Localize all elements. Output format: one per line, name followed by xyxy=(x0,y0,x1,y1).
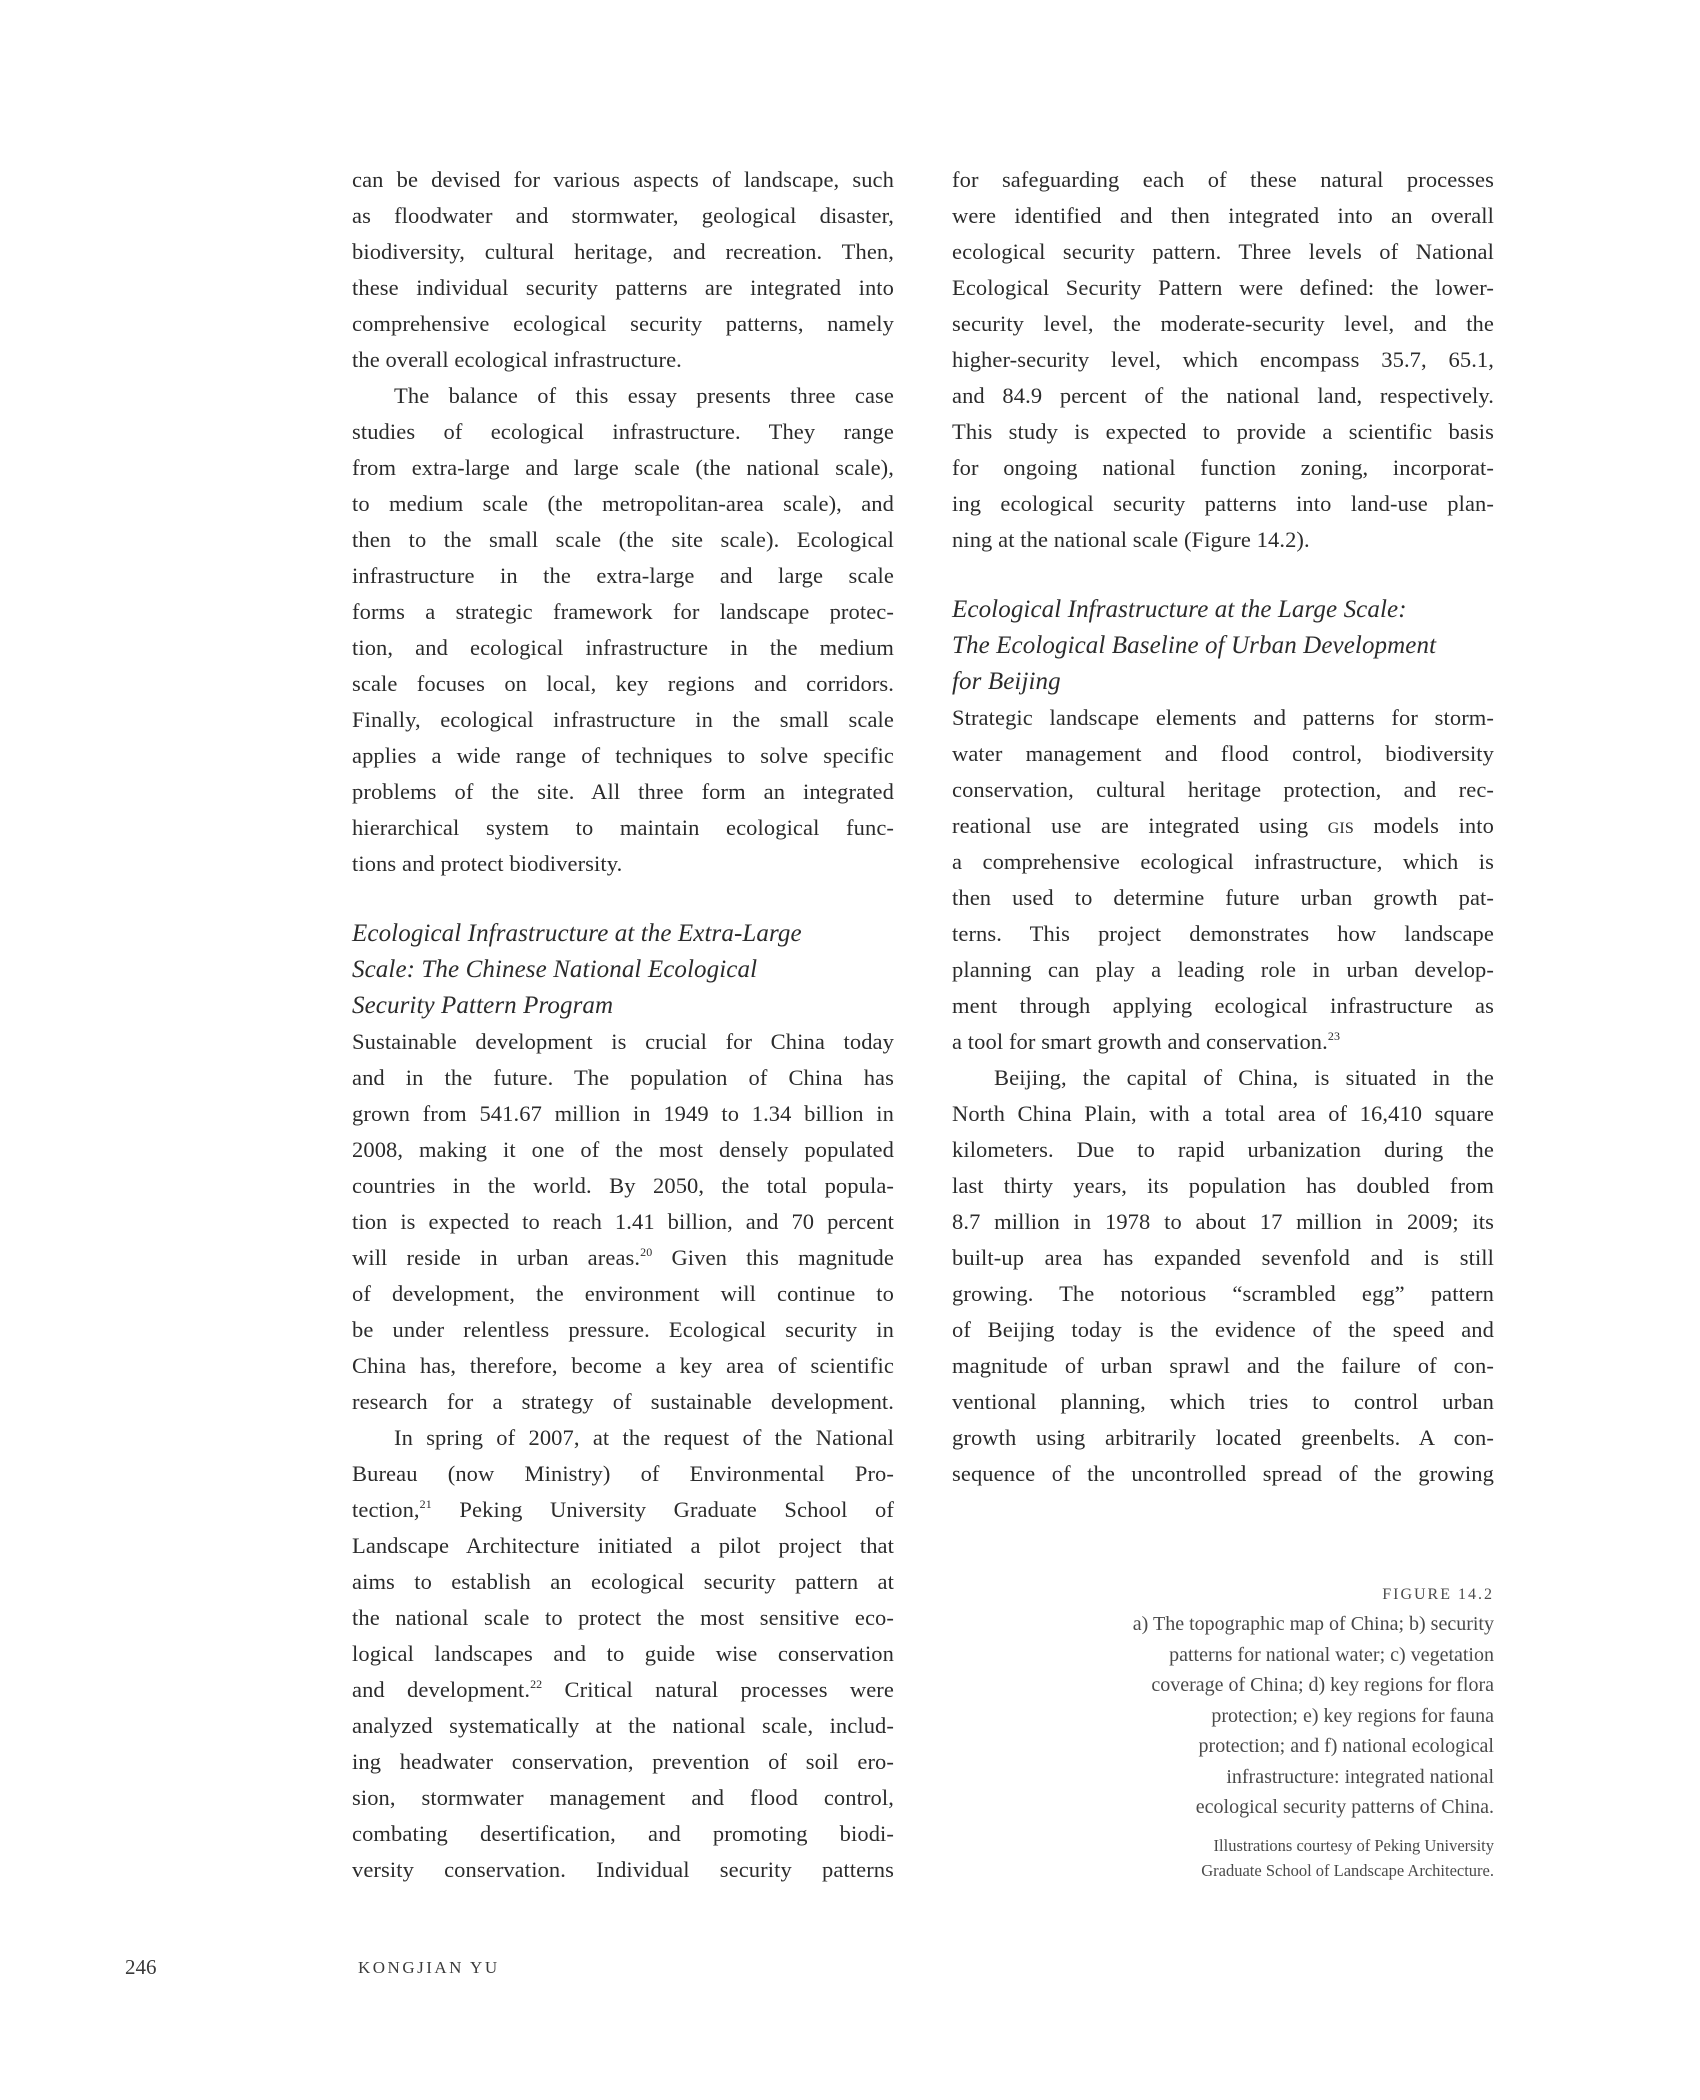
beijing-paragraph xyxy=(952,1060,1494,1492)
sustainable-development-paragraph xyxy=(352,1024,894,1420)
caption-line: coverage of China; d) key regions for flora xyxy=(1151,1674,1494,1696)
text-line xyxy=(952,1024,1494,1060)
text-line: problems of the site. All three form an integrated xyxy=(352,779,894,804)
caption-line: protection; and f) national ecological xyxy=(1198,1735,1494,1757)
text-line: infrastructure in the extra-large and large scale xyxy=(352,563,894,588)
text-line: research for a strategy of sustainable development. xyxy=(352,1389,894,1414)
left-column xyxy=(352,162,894,1888)
text-line: last thirty years, its population has doubled from xyxy=(952,1173,1494,1198)
text-line: higher-security level, which encompass 35.7, 65.1, xyxy=(952,347,1494,372)
footnote-marker-21[interactable]: 21 xyxy=(419,1497,432,1511)
heading-line: Security Pattern Program xyxy=(352,992,614,1019)
text-line xyxy=(352,1240,894,1276)
caption-line: ecological security patterns of China. xyxy=(1195,1796,1494,1818)
text-line: This study is expected to provide a scientific basis xyxy=(952,419,1494,444)
caption-line: patterns for national water; c) vegetation xyxy=(1169,1643,1494,1666)
text-segment: models into xyxy=(1353,813,1494,838)
text-line: water management and flood control, biodiversity xyxy=(952,741,1494,766)
section-gap xyxy=(952,558,1494,592)
text-line: The balance of this essay presents three case xyxy=(394,383,894,408)
text-line: forms a strategic framework for landscape protec- xyxy=(352,599,894,624)
text-line: comprehensive ecological security patterns, namely xyxy=(352,311,894,336)
text-line: for ongoing national function zoning, incorporat- xyxy=(952,455,1494,480)
credit-line: Graduate School of Landscape Architecture. xyxy=(1201,1860,1494,1880)
text-line: of development, the environment will continue to xyxy=(352,1281,894,1306)
text-line: of Beijing today is the evidence of the speed and xyxy=(952,1317,1494,1342)
text-line: magnitude of urban sprawl and the failure of con- xyxy=(952,1353,1494,1378)
text-line: Strategic landscape elements and patterns for storm- xyxy=(952,705,1494,730)
text-line xyxy=(352,1492,894,1528)
text-line: 8.7 million in 1978 to about 17 million in 2009; its xyxy=(952,1209,1494,1234)
text-line: Finally, ecological infrastructure in the small scale xyxy=(352,707,894,732)
text-line: ventional planning, which tries to control urban xyxy=(952,1389,1494,1414)
text-line: then used to determine future urban growth pat- xyxy=(952,885,1494,910)
text-line: as floodwater and stormwater, geological disaster, xyxy=(352,203,894,228)
text-line: studies of ecological infrastructure. They range xyxy=(352,419,894,444)
text-segment: will reside in urban areas. xyxy=(352,1245,641,1270)
text-line: Bureau (now Ministry) of Environmental Pro- xyxy=(352,1461,894,1486)
text-line: these individual security patterns are integrated into xyxy=(352,275,894,300)
text-line: hierarchical system to maintain ecological func- xyxy=(352,815,894,840)
figure-caption xyxy=(1040,1583,1494,1883)
strategic-landscape-paragraph xyxy=(952,700,1494,1060)
heading-line: Ecological Infrastructure at the Extra-Large xyxy=(352,920,802,947)
text-line: logical landscapes and to guide wise conservation xyxy=(352,1641,894,1666)
text-line: Landscape Architecture initiated a pilot project that xyxy=(352,1533,894,1558)
text-line: the overall ecological infrastructure. xyxy=(352,347,682,372)
text-line: ing headwater conservation, prevention of soil ero- xyxy=(352,1749,894,1774)
text-line: growth using arbitrarily located greenbelts. A con- xyxy=(952,1425,1494,1450)
text-line: conservation, cultural heritage protection, and rec- xyxy=(952,777,1494,802)
text-line xyxy=(952,808,1494,844)
text-line: from extra-large and large scale (the national scale), xyxy=(352,455,894,480)
security-levels-paragraph xyxy=(952,162,1494,558)
text-line: tions and protect biodiversity. xyxy=(352,851,623,876)
text-line: analyzed systematically at the national scale, includ- xyxy=(352,1713,894,1738)
text-line: combating desertification, and promoting biodi- xyxy=(352,1821,894,1846)
text-line: built-up area has expanded sevenfold and is still xyxy=(952,1245,1494,1270)
text-segment: Critical natural processes were xyxy=(542,1677,894,1702)
text-line: countries in the world. By 2050, the total popula- xyxy=(352,1173,894,1198)
text-line: terns. This project demonstrates how landscape xyxy=(952,921,1494,946)
text-line: a comprehensive ecological infrastructure, which is xyxy=(952,849,1494,874)
intro-paragraph xyxy=(352,162,894,378)
footnote-marker-22[interactable]: 22 xyxy=(530,1677,543,1691)
heading-line: Scale: The Chinese National Ecological xyxy=(352,956,758,983)
text-segment: Peking University Graduate School of xyxy=(431,1497,894,1522)
credit-line: Illustrations courtesy of Peking University xyxy=(1213,1835,1494,1855)
text-line: were identified and then integrated into an overall xyxy=(952,203,1494,228)
text-line: to medium scale (the metropolitan-area scale), and xyxy=(352,491,894,516)
text-line: ment through applying ecological infrastructure as xyxy=(952,993,1494,1018)
footnote-marker-23[interactable]: 23 xyxy=(1327,1029,1341,1043)
gis-abbreviation: gis xyxy=(1327,813,1354,838)
text-line: versity conservation. Individual security patterns xyxy=(352,1857,894,1882)
caption-line: infrastructure: integrated national xyxy=(1226,1765,1494,1788)
text-line: China has, therefore, become a key area of scientific xyxy=(352,1353,894,1378)
text-line: and in the future. The population of China has xyxy=(352,1065,894,1090)
text-line: applies a wide range of techniques to solve specific xyxy=(352,743,894,768)
text-line: biodiversity, cultural heritage, and recreation. Then, xyxy=(352,239,894,264)
text-line: Sustainable development is crucial for China today xyxy=(352,1029,894,1054)
text-line: ing ecological security patterns into land-use plan- xyxy=(952,491,1494,516)
text-line: tion is expected to reach 1.41 billion, and 70 percent xyxy=(352,1209,894,1234)
heading-line: The Ecological Baseline of Urban Development xyxy=(952,632,1437,659)
text-segment: tection, xyxy=(352,1497,420,1522)
heading-line: Ecological Infrastructure at the Large Scale: xyxy=(952,596,1407,623)
text-line: Ecological Security Pattern were defined: the lower- xyxy=(952,275,1494,300)
text-line: ecological security pattern. Three levels of National xyxy=(952,239,1494,264)
section-heading-large-scale xyxy=(952,592,1494,700)
text-line: grown from 541.67 million in 1949 to 1.34 billion in xyxy=(352,1101,894,1126)
text-segment: and development. xyxy=(352,1677,531,1702)
text-line: for safeguarding each of these natural processes xyxy=(952,167,1494,192)
text-segment: Given this magnitude xyxy=(652,1245,894,1270)
case-studies-paragraph xyxy=(352,378,894,882)
text-line: Beijing, the capital of China, is situated in the xyxy=(994,1065,1494,1090)
text-line: growing. The notorious “scrambled egg” pattern xyxy=(952,1281,1494,1306)
footnote-marker-20[interactable]: 20 xyxy=(640,1245,653,1259)
text-line: then to the small scale (the site scale). Ecological xyxy=(352,527,894,552)
text-line: ning at the national scale (Figure 14.2). xyxy=(952,527,1310,552)
text-line: In spring of 2007, at the request of the National xyxy=(394,1425,894,1450)
page-number: 246 xyxy=(125,1955,157,1979)
section-heading-extra-large-scale xyxy=(352,916,894,1024)
running-footer-author: KONGJIAN YU xyxy=(358,1958,500,1977)
text-segment: reational use are integrated using xyxy=(952,813,1328,838)
text-segment: a tool for smart growth and conservation. xyxy=(952,1029,1328,1054)
text-line: be under relentless pressure. Ecological security in xyxy=(352,1317,894,1342)
caption-line: a) The topographic map of China; b) security xyxy=(1132,1613,1494,1635)
text-line: the national scale to protect the most sensitive eco- xyxy=(352,1605,894,1630)
heading-line: for Beijing xyxy=(952,668,1061,695)
pilot-project-paragraph xyxy=(352,1420,894,1888)
right-column xyxy=(952,162,1494,1492)
section-gap xyxy=(352,882,894,916)
text-line: tion, and ecological infrastructure in the medium xyxy=(352,635,894,660)
text-line: and 84.9 percent of the national land, respectively. xyxy=(952,383,1494,408)
text-line: planning can play a leading role in urban develop- xyxy=(952,957,1494,982)
text-line: kilometers. Due to rapid urbanization during the xyxy=(952,1137,1494,1162)
text-line: sion, stormwater management and flood control, xyxy=(352,1785,894,1810)
caption-line: protection; e) key regions for fauna xyxy=(1211,1704,1494,1727)
text-line: 2008, making it one of the most densely populated xyxy=(352,1137,894,1162)
text-line: security level, the moderate-security level, and the xyxy=(952,311,1494,336)
text-line: North China Plain, with a total area of 16,410 square xyxy=(952,1101,1494,1126)
text-line xyxy=(352,1672,894,1708)
text-line: sequence of the uncontrolled spread of the growing xyxy=(952,1461,1494,1486)
text-line: scale focuses on local, key regions and corridors. xyxy=(352,671,894,696)
figure-credit xyxy=(1040,1833,1494,1883)
figure-label: FIGURE 14.2 xyxy=(1382,1586,1494,1603)
text-line: aims to establish an ecological security pattern at xyxy=(352,1569,894,1594)
text-line: can be devised for various aspects of landscape, such xyxy=(352,167,894,192)
